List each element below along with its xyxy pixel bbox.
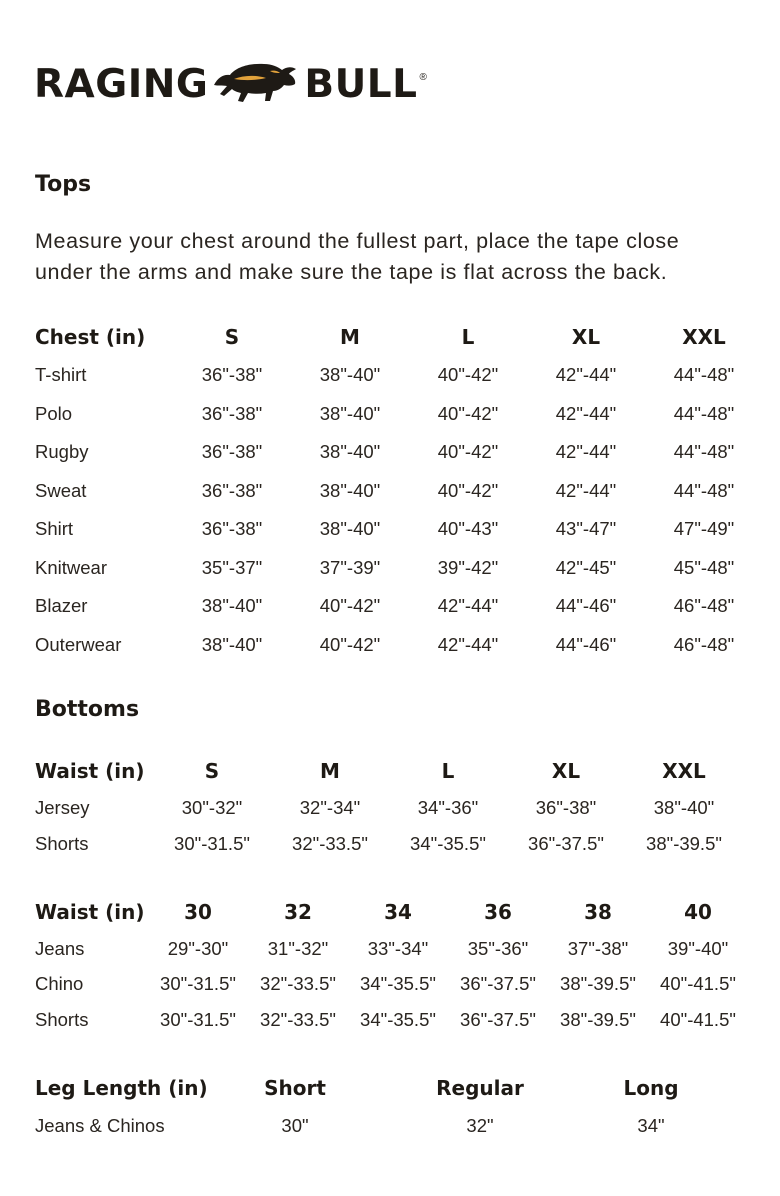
size-cell: 40"-41.5" [660,1008,736,1030]
size-cell: 38"-40" [653,797,715,818]
size-cell: 30"-31.5" [174,833,250,854]
row-label: Shirt [35,518,74,540]
table-header-cell: XL [571,325,601,349]
row-label: Jersey [35,797,90,818]
table-header-cell: 38 [584,900,612,924]
size-cell: 46"-48" [673,633,735,655]
size-cell: 36"-38" [201,441,263,463]
table-header-cell: L [461,325,475,349]
size-cell: 37"-38" [567,937,629,959]
table-header-cell: XXL [662,759,706,783]
table-header-label: Leg Length (in) [35,1076,208,1100]
size-cell: 39"-42" [437,556,499,578]
size-cell: 36"-37.5" [460,1008,536,1030]
size-cell: 40"-42" [437,364,499,386]
table-header-cell: Regular [436,1076,524,1100]
size-cell: 42"-45" [555,556,617,578]
size-cell: 36"-38" [201,402,263,424]
row-label: Polo [35,402,73,424]
table-header-row [35,893,748,931]
table-row [35,790,743,826]
table-row [35,433,763,472]
size-cell: 30"-31.5" [160,1008,236,1030]
table-header-cell: 32 [284,900,312,924]
table-header-row [35,752,743,790]
size-cell: 40"-43" [437,518,499,540]
bottoms-title: Bottoms [35,697,140,722]
row-label: Sweat [35,479,87,501]
size-cell: 34"-35.5" [360,1008,436,1030]
size-cell: 36"-37.5" [460,973,536,995]
registered-mark: ® [419,72,427,83]
size-cell: 36"-38" [535,797,597,818]
size-cell: 42"-44" [437,633,499,655]
size-cell: 44"-48" [673,364,735,386]
table-header-cell: M [320,759,340,783]
table-row [35,826,743,862]
chest-size-table [35,318,763,664]
size-cell: 44"-48" [673,402,735,424]
tops-intro: Measure your chest around the fullest part, place the tape close under the arms and make sure the tape is flat across the back. [35,229,680,284]
size-cell: 34"-35.5" [360,973,436,995]
size-cell: 37"-39" [319,556,381,578]
table-header-label: Chest (in) [35,325,146,349]
size-cell: 43"-47" [555,518,617,540]
bull-icon [210,55,302,113]
row-label: Outerwear [35,633,122,655]
size-cell: 42"-44" [555,479,617,501]
size-cell: 42"-44" [555,402,617,424]
size-cell: 36"-38" [201,518,263,540]
size-cell: 34"-36" [417,797,479,818]
leg-length-table [35,1069,707,1145]
size-cell: 34" [637,1115,665,1136]
table-header-cell: 36 [484,900,512,924]
row-label: T-shirt [35,364,87,386]
table-row [35,626,763,665]
size-cell: 42"-44" [555,441,617,463]
size-cell: 39"-40" [667,937,729,959]
brand-name-right: BULL [304,61,418,107]
size-cell: 32"-34" [299,797,361,818]
size-cell: 38"-40" [319,441,381,463]
table-header-cell: 40 [684,900,712,924]
table-row [35,549,763,588]
size-cell: 44"-46" [555,633,617,655]
size-cell: 36"-38" [201,364,263,386]
size-cell: 40"-42" [437,479,499,501]
size-cell: 33"-34" [367,937,429,959]
size-cell: 31"-32" [267,937,329,959]
table-header-cell: Short [264,1076,326,1100]
tops-title: Tops [35,172,92,197]
size-cell: 34"-35.5" [410,833,486,854]
table-row [35,472,763,511]
brand-logo [34,52,427,116]
size-cell: 32" [466,1115,494,1136]
size-cell: 38"-39.5" [560,1008,636,1030]
size-cell: 32"-33.5" [260,973,336,995]
size-cell: 38"-40" [201,595,263,617]
table-row [35,1107,707,1145]
size-cell: 38"-40" [319,518,381,540]
table-header-cell: L [441,759,455,783]
row-label: Rugby [35,441,89,463]
size-cell: 32"-33.5" [292,833,368,854]
row-label: Blazer [35,595,88,617]
row-label: Chino [35,973,84,995]
size-cell: 30"-31.5" [160,973,236,995]
size-cell: 36"-37.5" [528,833,604,854]
size-cell: 40"-42" [319,595,381,617]
size-cell: 38"-40" [319,364,381,386]
size-cell: 47"-49" [673,518,735,540]
table-header-label: Waist (in) [35,900,145,924]
table-row [35,356,763,395]
size-cell: 36"-38" [201,479,263,501]
table-header-cell: XXL [682,325,726,349]
brand-name-left: RAGING [34,61,209,107]
table-row [35,395,763,434]
row-label: Shorts [35,833,89,854]
size-cell: 40"-42" [319,633,381,655]
table-header-label: Waist (in) [35,759,145,783]
table-row [35,1002,748,1038]
size-cell: 44"-48" [673,479,735,501]
table-header-row [35,1069,707,1107]
row-label: Jeans [35,937,85,959]
waist-letter-size-table [35,752,743,862]
table-row [35,587,763,626]
size-cell: 44"-48" [673,441,735,463]
table-header-cell: 34 [384,900,412,924]
size-cell: 32"-33.5" [260,1008,336,1030]
size-cell: 40"-41.5" [660,973,736,995]
table-row [35,510,763,549]
size-cell: 42"-44" [437,595,499,617]
table-header-cell: S [224,325,240,349]
size-cell: 40"-42" [437,441,499,463]
size-cell: 38"-39.5" [560,973,636,995]
size-cell: 30"-32" [181,797,243,818]
size-cell: 30" [281,1115,309,1136]
size-cell: 40"-42" [437,402,499,424]
table-header-cell: XL [551,759,581,783]
table-row [35,931,748,967]
size-cell: 38"-39.5" [646,833,722,854]
size-cell: 38"-40" [319,479,381,501]
row-label: Shorts [35,1008,89,1030]
size-cell: 46"-48" [673,595,735,617]
waist-number-size-table [35,893,748,1038]
size-cell: 29"-30" [167,937,229,959]
size-cell: 38"-40" [319,402,381,424]
table-header-cell: 30 [184,900,212,924]
table-row [35,967,748,1003]
size-cell: 45"-48" [673,556,735,578]
size-cell: 35"-37" [201,556,263,578]
table-header-cell: Long [623,1076,679,1100]
size-cell: 38"-40" [201,633,263,655]
size-cell: 42"-44" [555,364,617,386]
row-label: Knitwear [35,556,107,578]
table-header-cell: M [340,325,360,349]
size-cell: 44"-46" [555,595,617,617]
size-cell: 35"-36" [467,937,529,959]
table-header-row [35,318,763,356]
row-label: Jeans & Chinos [35,1115,165,1136]
table-header-cell: S [204,759,220,783]
